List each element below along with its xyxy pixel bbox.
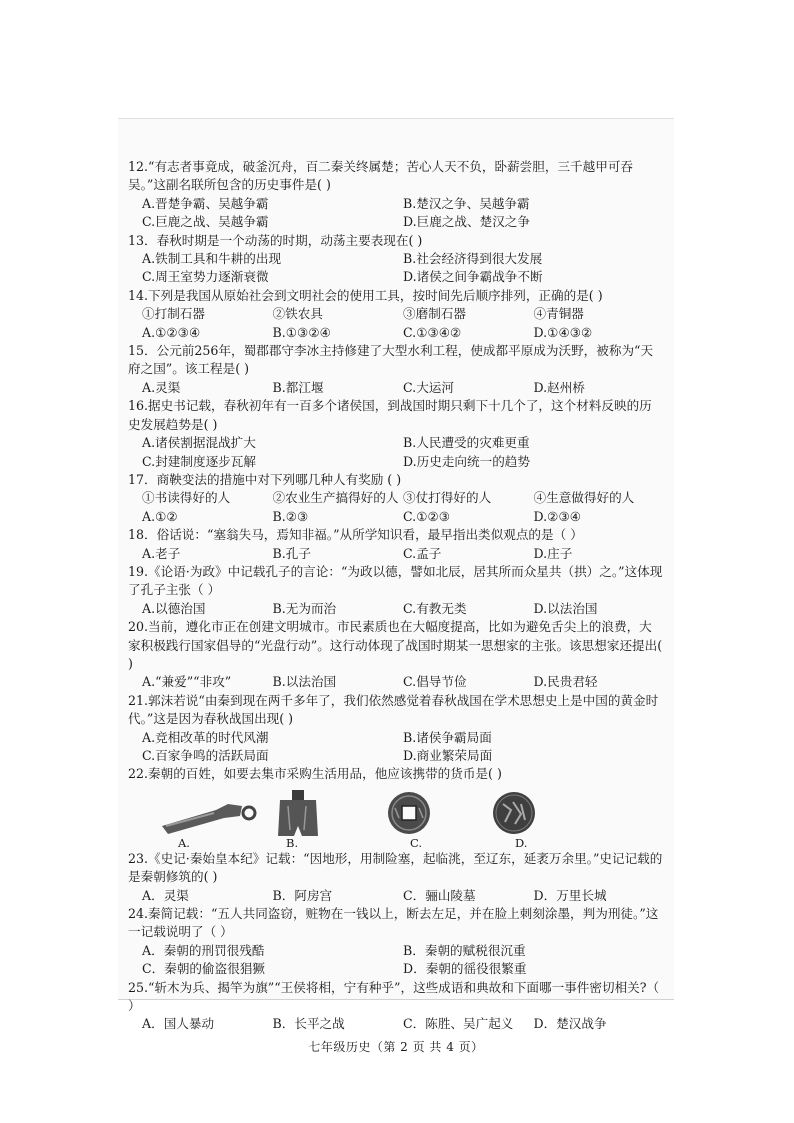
question-18 [128,526,664,563]
question-stem: 18．俗话说：“塞翁失马，焉知非福。”从所学知识看，最早指出类似观点的是（ ） [128,527,583,543]
option-c[interactable]: C.大运河 [403,379,454,395]
question-14 [128,287,664,342]
option-a[interactable]: A.铁制工具和牛耕的出现 [142,251,282,267]
option-b[interactable]: B.人民遭受的灾难更重 [403,435,530,451]
options [128,305,664,342]
option-c[interactable]: C．骊山陵墓 [403,887,476,903]
option-a[interactable]: A.①② [142,508,178,524]
caption-c[interactable]: C. [410,835,423,850]
option-c[interactable]: C．秦朝的偷盗很猖獗 [142,961,265,977]
option-a[interactable]: A．国人暴动 [142,1016,215,1032]
option-d[interactable]: D.②③④ [533,508,582,524]
option-b[interactable]: B.以法治国 [272,674,337,690]
item-3: ③磨制石器 [403,306,466,322]
option-a[interactable]: A.①②③④ [142,324,201,340]
option-b[interactable]: B.社会经济得到很大发展 [403,251,543,267]
option-a[interactable]: A．秦朝的刑罚很残酷 [142,942,265,958]
item-4: ④生意做得好的人 [533,490,635,506]
option-b[interactable]: B.无为而治 [272,600,337,616]
option-a[interactable]: A.灵渠 [142,379,181,395]
item-1: ①书读得好的人 [142,490,231,506]
option-a[interactable]: A．灵渠 [142,887,189,903]
option-d[interactable]: D.①④③② [533,324,593,340]
option-b[interactable]: B.楚汉之争、吴越争霸 [403,195,530,211]
question-stem: 17．商鞅变法的措施中对下列哪几种人有奖励 ( ) [128,471,402,487]
option-b[interactable]: B．长平之战 [272,1016,345,1032]
options [128,673,664,691]
option-c[interactable]: C.①②③ [403,508,451,524]
question-stem: 15．公元前256年，蜀郡郡守李冰主持修建了大型水利工程，使成都平原成为沃野，被称为“天府之国”。该工程是( ) [128,343,654,377]
question-stem: 19.《论语·为政》中记载孔子的言论：“为政以德，譬如北辰，居其所而众星共（拱）之。”这体现了孔子主张（ ） [128,563,663,598]
knife-coin-image[interactable] [158,796,276,836]
page-footer: 七年级历史（第 2 页 共 4 页） [308,1039,484,1054]
question-21 [128,692,664,766]
coin-captions [128,836,664,850]
spade-coin-image[interactable] [276,790,386,836]
question-stem: 25.“斩木为兵、揭竿为旗”“王侯将相，宁有种乎”，这些成语和典故和下面哪一事件密切相关?（ ） [128,979,660,1014]
caption-d[interactable]: D. [515,835,528,850]
option-c[interactable]: C.倡导节俭 [403,674,467,690]
option-d[interactable]: D．万里长城 [533,887,607,903]
question-17 [128,471,664,526]
option-a[interactable]: A.以德治国 [142,600,206,616]
item-4: ④青铜器 [533,306,584,322]
option-d[interactable]: D.庄子 [533,545,573,561]
option-d[interactable]: D.商业繁荣局面 [403,748,493,763]
question-stem: 22.秦朝的百姓，如要去集市采购生活用品，他应该携带的货币是( ) [128,766,502,782]
option-d[interactable]: D.赵州桥 [533,379,585,395]
option-a[interactable]: A.老子 [142,545,181,561]
option-c[interactable]: C．陈胜、吴广起义 [403,1016,514,1032]
caption-a[interactable]: A. [178,835,190,850]
option-d[interactable]: D.巨鹿之战、楚汉之争 [403,214,530,230]
options [128,942,664,979]
option-b[interactable]: B.①③②④ [272,324,331,340]
question-16 [128,397,664,471]
question-13 [128,232,664,287]
options [128,489,664,526]
options [128,600,664,618]
question-19 [128,563,664,618]
option-b[interactable]: B．秦朝的赋税很沉重 [403,942,526,958]
option-c[interactable]: C.有教无类 [403,600,467,616]
caption-b[interactable]: B. [286,835,299,850]
option-a[interactable]: A.诸侯割据混战扩大 [142,435,256,451]
round-coin-image[interactable] [491,790,571,836]
options [128,545,664,563]
options [128,195,664,232]
exam-sheet [128,158,664,1056]
option-c[interactable]: C.周王室势力逐渐衰微 [142,269,269,285]
option-a[interactable]: A.晋楚争霸、吴越争霸 [142,195,269,211]
item-3: ③仗打得好的人 [403,490,492,506]
option-b[interactable]: B．阿房宫 [272,887,333,903]
options [128,434,664,471]
item-2: ②农业生产搞得好的人 [272,490,399,506]
option-b[interactable]: B.都江堰 [272,379,324,395]
option-d[interactable]: D.以法治国 [533,600,598,616]
question-25 [128,979,664,1034]
question-15 [128,342,664,397]
option-b[interactable]: B.②③ [272,508,309,524]
question-stem: 23.《史记·秦始皇本纪》记载：“因地形，用制险塞，起临洮，至辽东，延袤万余里。”史记记载的是秦朝修筑的( ) [128,850,663,885]
option-c[interactable]: C.百家争鸣的活跃局面 [142,748,269,763]
question-24 [128,905,664,979]
option-d[interactable]: D．秦朝的徭役很繁重 [403,961,527,977]
coin-images [128,788,664,836]
option-d[interactable]: D.民贵君轻 [533,674,598,690]
question-12 [128,158,664,232]
option-d[interactable]: D.历史走向统一的趋势 [403,453,530,469]
question-stem: 16.据史书记载，春秋初年有一百多个诸侯国，到战国时期只剩下十几个了，这个材料反映的历史发展趋势是( ) [128,398,652,432]
option-c[interactable]: C.孟子 [403,545,442,561]
question-stem: 12.“有志者事竟成，破釜沉舟，百二秦关终属楚；苦心人天不负，卧薪尝胆，三千越甲可吞吴。”这副名联所包含的历史事件是( ) [128,159,634,193]
option-a[interactable]: A.竞相改革的时代风潮 [142,729,269,745]
option-c[interactable]: C.巨鹿之战、吴越争霸 [142,214,269,230]
item-2: ②铁农具 [272,306,323,322]
question-stem: 21.郭沫若说“由秦到现在两千多年了，我们依然感觉着春秋战国在学术思想史上是中国的黄金时代。”这是因为春秋战国出现( ) [128,692,659,727]
item-1: ①打制石器 [142,306,205,322]
question-stem: 13．春秋时期是一个动荡的时期，动荡主要表现在( ) [128,232,423,248]
question-stem: 20.当前，遵化市正在创建文明城市。市民素质也在大幅度提高，比如为避免舌尖上的浪费，大家积极践行国家倡导的“光盘行动”。这行动体现了战国时期某一思想家的主张。该思想家还提出( ) [128,619,663,671]
options [128,379,664,397]
options [128,250,664,287]
options [128,887,664,905]
option-c[interactable]: C.①③④② [403,324,462,340]
question-20 [128,618,664,692]
options [128,729,664,766]
option-d[interactable]: D.诸侯之间争霸战争不断 [403,269,543,285]
banliang-coin-image[interactable] [386,790,491,836]
option-b[interactable]: B.孔子 [272,545,311,561]
option-c[interactable]: C.封建制度逐步瓦解 [142,453,256,469]
question-22 [128,765,664,849]
question-stem: 24.秦简记载：“五人共同盗窃，赃物在一钱以上，断去左足，并在脸上刺刻涂墨，判为刑徒。”这一记载说明了（ ） [128,906,659,940]
options [128,1015,664,1033]
question-23 [128,850,664,905]
question-stem: 14.下列是我国从原始社会到文明社会的使用工具，按时间先后顺序排列，正确的是( ) [128,287,603,303]
option-d[interactable]: D．楚汉战争 [533,1016,607,1032]
option-a[interactable]: A.“兼爱”“非攻” [142,674,232,690]
option-b[interactable]: B.诸侯争霸局面 [403,729,492,745]
